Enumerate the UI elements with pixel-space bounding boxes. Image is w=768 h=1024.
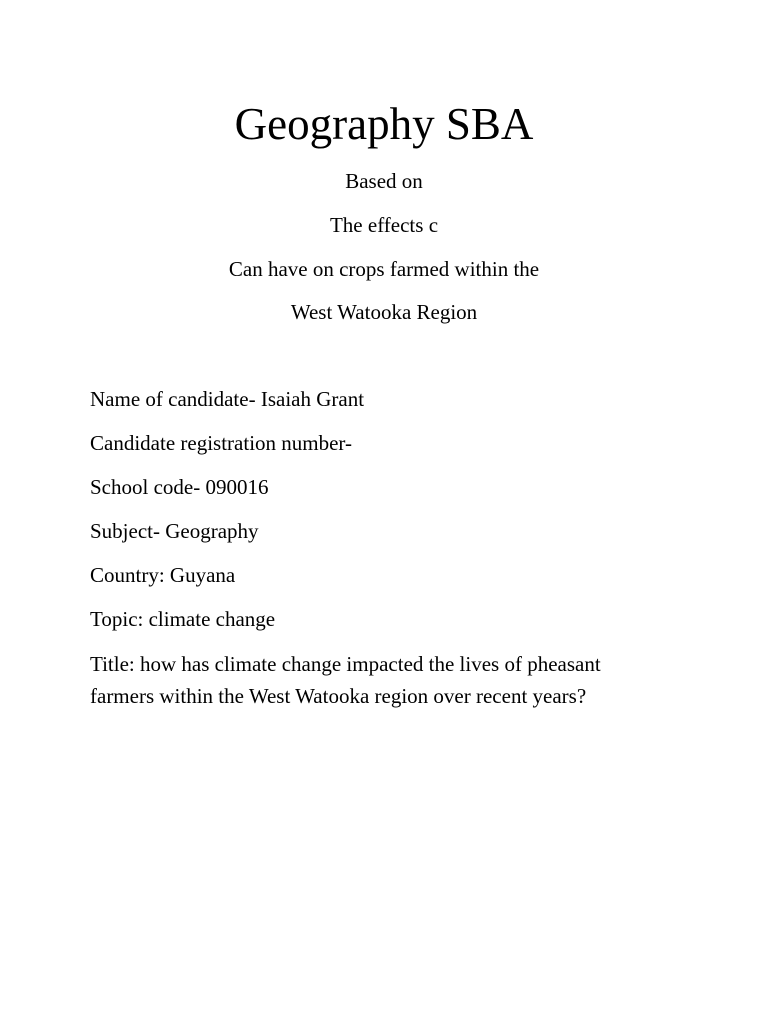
school-code: School code- 090016: [90, 475, 269, 499]
document-title: Geography SBA: [234, 99, 534, 149]
subtitle-line-2: The effects c: [329, 213, 439, 237]
subtitle-line-1: Based on: [345, 169, 423, 193]
subtitle-line-3: Can have on crops farmed within the: [228, 257, 540, 281]
country: Country: Guyana: [90, 563, 236, 587]
subject: Subject- Geography: [90, 519, 259, 543]
candidate-name: Name of candidate- Isaiah Grant: [90, 387, 365, 411]
subtitle-line-4: West Watooka Region: [290, 300, 478, 324]
registration-number: Candidate registration number-: [90, 431, 352, 455]
topic: Topic: climate change: [90, 607, 276, 631]
research-title: Title: how has climate change impacted the lives of pheasant farmers within the West Watooka region over recent years?: [90, 652, 601, 708]
